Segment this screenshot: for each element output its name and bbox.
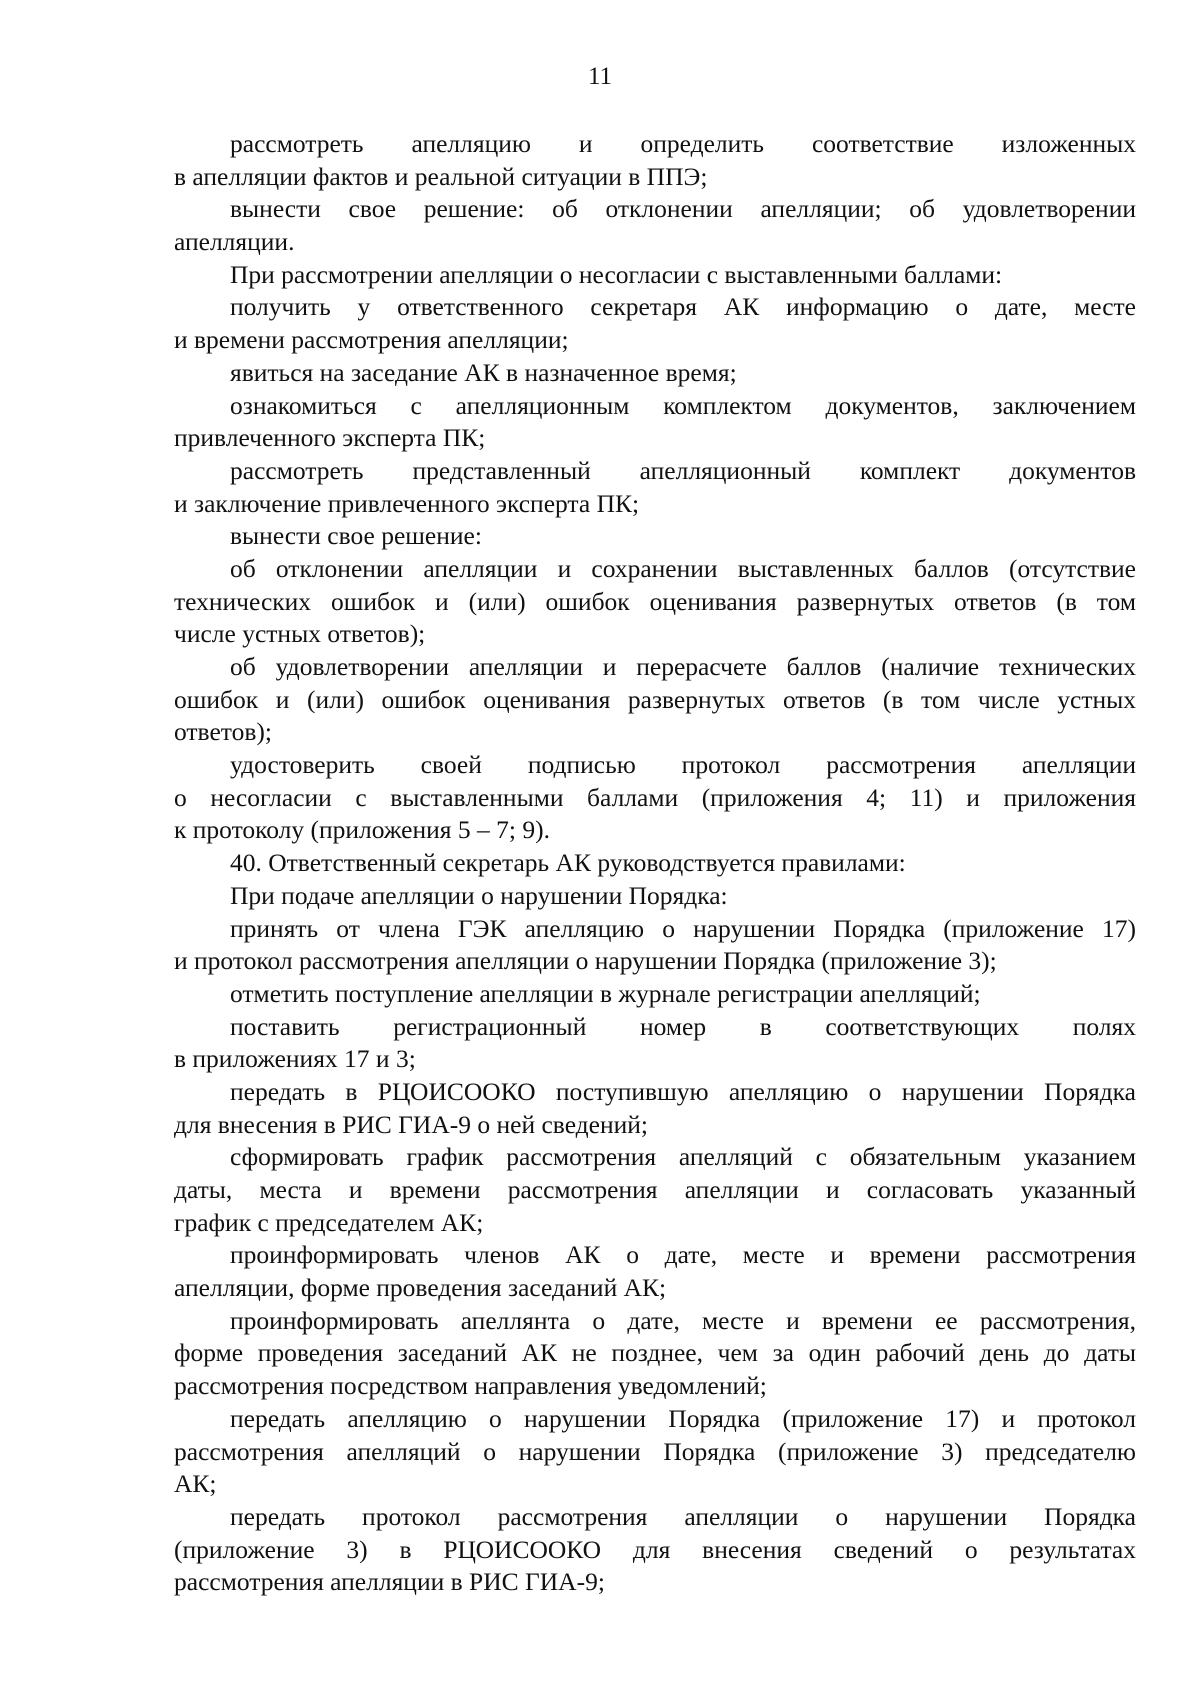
text-line: даты, места и времени рассмотрения апелляции и согласовать указанный [174,1175,1136,1204]
text-line: к протоколу (приложения 5 – 7; 9). [174,815,550,845]
text-line: рассмотрения апелляции в РИС ГИА-9; [174,1567,605,1597]
text-line: в апелляции фактов и реальной ситуации в ППЭ; [174,161,708,191]
text-line: вынести свое решение: [230,521,482,551]
text-line: и времени рассмотрения апелляции; [174,325,569,355]
text-line: апелляции, форме проведения заседаний АК; [174,1273,667,1303]
text-line: При рассмотрении апелляции о несогласии с выставленными баллами: [230,259,1003,289]
text-line: получить у ответственного секретаря АК информацию о дате, месте [230,292,1136,322]
text-line: передать апелляцию о нарушении Порядка (приложение 17) и протокол [230,1403,1136,1433]
text-line: рассмотрения посредством направления уведомлений; [174,1371,767,1401]
text-line: для внесения в РИС ГИА-9 о ней сведений; [174,1109,648,1139]
text-line: передать в РЦОИСООКО поступившую апелляцию о нарушении Порядка [230,1076,1136,1106]
page-number: 11 [587,63,613,90]
text-line: рассмотреть апелляцию и определить соответствие изложенных [230,129,1136,158]
text-line: об удовлетворении апелляции и перерасчете баллов (наличие технических [230,652,1136,681]
text-line: в приложениях 17 и 3; [174,1044,416,1074]
text-line: рассмотрения апелляций о нарушении Порядка (приложение 3) председателю [174,1436,1136,1466]
text-line: проинформировать апеллянта о дате, месте и времени ее рассмотрения, [230,1305,1136,1335]
text-line: ознакомиться с апелляционным комплектом документов, заключением [230,390,1136,420]
document-body [174,128,1136,1599]
text-line: форме проведения заседаний АК не позднее, чем за один рабочий день до даты [174,1338,1136,1368]
text-line: технических ошибок и (или) ошибок оценивания развернутых ответов (в том [174,586,1136,616]
text-line: апелляции. [174,227,295,257]
text-line: удостоверить своей подписью протокол рассмотрения апелляции [230,750,1136,780]
text-line: отметить поступление апелляции в журнале регистрации апелляций; [230,978,981,1008]
text-line: явиться на заседание АК в назначенное время; [230,357,737,387]
text-line: поставить регистрационный номер в соответствующих полях [230,1011,1136,1041]
text-line: сформировать график рассмотрения апелляций с обязательным указанием [230,1142,1136,1172]
text-line: вынести свое решение: об отклонении апелляции; об удовлетворении [230,194,1136,224]
text-line: и протокол рассмотрения апелляции о нарушении Порядка (приложение 3); [174,946,997,976]
text-line: (приложение 3) в РЦОИСООКО для внесения сведений о результатах [174,1534,1136,1564]
text-line: передать протокол рассмотрения апелляции о нарушении Порядка [230,1501,1136,1531]
text-line: При подаче апелляции о нарушении Порядка: [230,880,728,910]
text-line: принять от члена ГЭК апелляцию о нарушении Порядка (приложение 17) [230,913,1136,943]
text-line: числе устных ответов); [174,619,426,649]
text-line: о несогласии с выставленными баллами (приложения 4; 11) и приложения [174,782,1136,812]
text-line: проинформировать членов АК о дате, месте и времени рассмотрения [230,1240,1136,1270]
text-line: 40. Ответственный секретарь АК руководствуется правилами: [230,848,906,878]
text-line: рассмотреть представленный апелляционный комплект документов [230,455,1136,485]
text-line: АК; [174,1469,217,1499]
text-line: график с председателем АК; [174,1207,484,1237]
text-line: и заключение привлеченного эксперта ПК; [174,488,640,518]
text-line: ошибок и (или) ошибок оценивания развернутых ответов (в том числе устных [174,684,1136,714]
text-line: привлеченного эксперта ПК; [174,423,486,453]
text-line: об отклонении апелляции и сохранении выставленных баллов (отсутствие [230,553,1136,583]
text-line: ответов); [174,717,272,747]
